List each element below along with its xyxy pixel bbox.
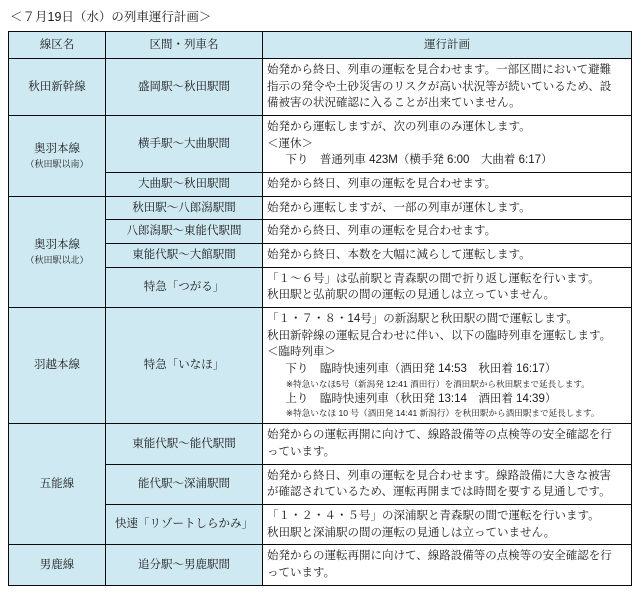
plan-line: 始発から終日、列車の運転を見合わせます。線路設備に大きな被害: [267, 469, 612, 482]
plan-line: 始発から終日、列車の運転を見合わせます。: [267, 225, 497, 238]
plan-line: 下り 臨時快速列車（酒田発 14:53 秋田着 16:17）: [285, 363, 557, 376]
plan-line: 始発から運転しますが、一部の列車が運休します。: [267, 201, 531, 214]
plan-line: 秋田駅と弘前駅の間の運転の見通しは立っていません。: [267, 289, 556, 302]
line-name-sub: （秋田駅以北）: [25, 254, 89, 265]
line-name-sub: （秋田駅以南）: [25, 158, 89, 169]
section-name-cell: 秋田駅～八郎潟駅間: [106, 196, 263, 220]
line-name: 男鹿線: [39, 558, 75, 571]
column-header-plan: 運行計画: [263, 32, 632, 59]
line-name: 奥羽本線: [34, 143, 80, 156]
operation-plan-cell: [263, 545, 632, 585]
operation-plan-cell: [263, 424, 632, 464]
plan-line: 「１・７・８・14号」の新潟駅と秋田駅の間で運転します。: [267, 313, 578, 326]
operation-plan-cell: [263, 504, 632, 544]
table-row: [9, 308, 632, 424]
table-row: [9, 59, 632, 116]
operation-plan-cell: [263, 464, 632, 504]
section-name-cell: 盛岡駅～秋田駅間: [106, 59, 263, 116]
line-name: 羽越本線: [34, 359, 80, 372]
plan-line: ※特急いなほ5号（新潟発 12:41 酒田行）を酒田駅から秋田駅まで延長します。: [285, 378, 590, 389]
plan-line: 「１～６号」は弘前駅と青森駅の間で折り返し運転を行います。: [267, 272, 600, 285]
plan-line: 下り 普通列車 423M（横手発 6:00 大曲着 6:17）: [285, 154, 553, 167]
plan-line: 秋田新幹線の運転見合わせに伴い、以下の臨時列車を運転します。: [267, 329, 612, 342]
section-name-cell: 特急「いなほ」: [106, 308, 263, 424]
plan-line: ＜運休＞: [267, 137, 313, 150]
plan-line: 始発からの運転再開に向けて、線路設備等の点検等の安全確認を行: [267, 550, 612, 563]
line-name-cell: [9, 545, 106, 585]
operation-plan-cell: [263, 244, 632, 268]
table-row: [9, 424, 632, 464]
section-name-cell: 特急「つがる」: [106, 267, 263, 307]
section-name-cell: 追分駅～男鹿駅間: [106, 545, 263, 585]
operation-plan-cell: [263, 173, 632, 197]
line-name: 奥羽本線: [34, 239, 80, 252]
table-row: [9, 116, 632, 173]
plan-line: っています。: [267, 445, 336, 458]
train-operation-plan-table: [8, 31, 632, 586]
line-name-cell: [9, 116, 106, 197]
plan-line: っています。: [267, 566, 336, 579]
table-header-row: [9, 32, 632, 59]
line-name-cell: [9, 196, 106, 307]
plan-line: 「１・２・４・５号」の深浦駅と青森駅の間で運転を行います。: [267, 509, 600, 522]
section-name-cell: 東能代駅～能代駅間: [106, 424, 263, 464]
section-name-cell: 快速「リゾートしらかみ」: [106, 504, 263, 544]
plan-line: 始発から運転しますが、次の列車のみ運休します。: [267, 121, 531, 134]
operation-plan-cell: [263, 116, 632, 173]
operation-plan-cell: [263, 59, 632, 116]
table-header: [9, 32, 632, 59]
table-body: [9, 59, 632, 586]
section-name-cell: 大曲駅～秋田駅間: [106, 173, 263, 197]
plan-line: ※特急いなほ 10 号（酒田発 14:41 新潟行）を秋田駅から酒田駅まで延長します。: [285, 408, 600, 419]
plan-line: 始発から終日、列車の運転を見合わせます。一部区間において避難: [267, 64, 612, 76]
plan-line: 秋田駅と深浦駅の間の運転の見通しは立っていません。: [267, 526, 556, 539]
operation-plan-cell: [263, 196, 632, 220]
table-row: [9, 196, 632, 220]
line-name-cell: [9, 59, 106, 116]
operation-plan-cell: [263, 308, 632, 424]
plan-line: 始発から終日、列車の運転を見合わせます。: [267, 178, 497, 191]
column-header-section: 区間・列車名: [106, 32, 263, 59]
line-name: 五能線: [39, 477, 75, 490]
plan-line: 上り 臨時快速列車（秋田発 13:14 酒田着 14:39）: [285, 392, 557, 405]
section-name-cell: 八郎潟駅～東能代駅間: [106, 220, 263, 244]
plan-line: ＜臨時列車＞: [267, 346, 336, 359]
section-name-cell: 能代駅～深浦駅間: [106, 464, 263, 504]
table-row: [9, 545, 632, 585]
section-name-cell: 東能代駅～大館駅間: [106, 244, 263, 268]
plan-line: 始発からの運転再開に向けて、線路設備等の点検等の安全確認を行: [267, 429, 612, 442]
plan-line: 始発から終日、本数を大幅に減らして運転します。: [267, 249, 531, 262]
page-title: ＜７月19日（水）の列車運行計画＞: [10, 10, 212, 24]
plan-line: 指示の発令や土砂災害のリスクが高い状況等が続いているため、設: [267, 80, 612, 93]
line-name: 秋田新幹線: [28, 80, 86, 93]
column-header-line: 線区名: [9, 32, 106, 59]
line-name-cell: [9, 424, 106, 545]
section-name-cell: 横手駅～大曲駅間: [106, 116, 263, 173]
plan-line: 備被害の状況確認に入ることが出来ていません。: [267, 97, 521, 110]
operation-plan-cell: [263, 267, 632, 307]
line-name-cell: [9, 308, 106, 424]
operation-plan-cell: [263, 220, 632, 244]
plan-line: が確認されているため、運転再開までは時間を要する見通しです。: [267, 486, 611, 499]
